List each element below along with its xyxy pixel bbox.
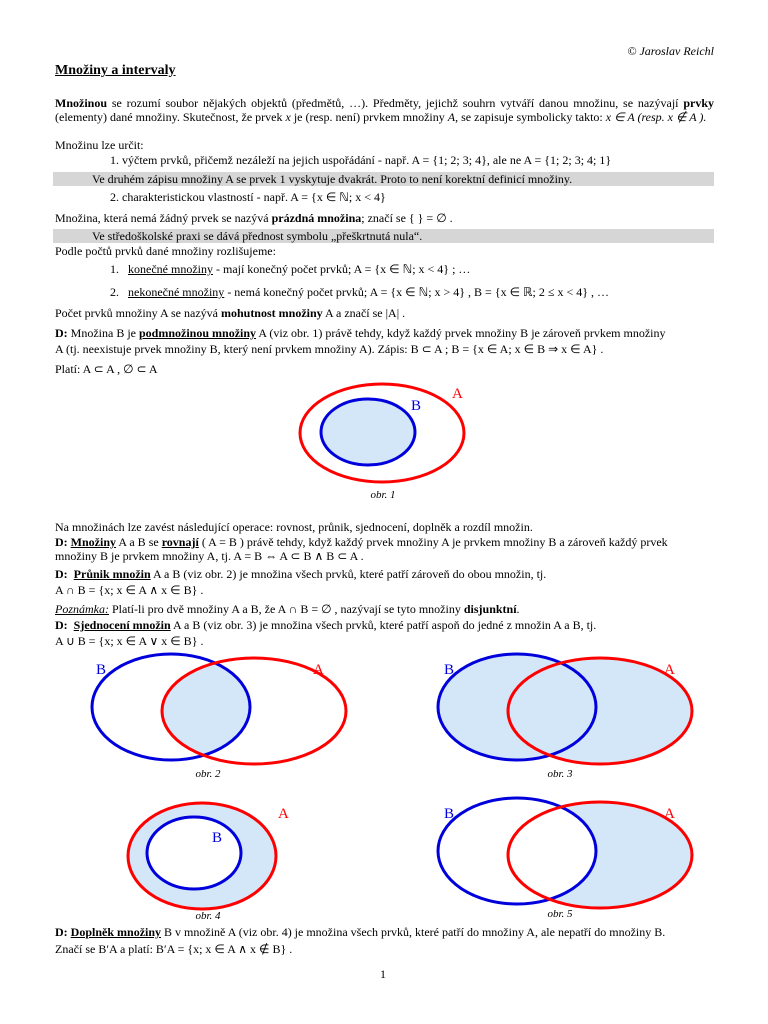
intersection-def-line-2: A ∩ B = {x; x ∈ A ∧ x ∈ B} . bbox=[55, 583, 204, 597]
label-a: A bbox=[313, 662, 324, 678]
count-intro: Podle počtů prvků dané množiny rozlišujeme: bbox=[55, 244, 276, 258]
intro-text: se rozumí soubor nějakých objektů (předmětů, …). Předměty, jejichž souhrn vytváří danou množinu, se nazývají bbox=[107, 96, 679, 110]
var-x: x bbox=[285, 110, 291, 124]
equality-text: A a B se bbox=[116, 535, 162, 549]
union-def-line-2: A ∪ B = {x; x ∈ A ∨ x ∈ B} . bbox=[55, 634, 204, 648]
term-cardinality: mohutnost množiny bbox=[220, 306, 323, 320]
define-intro: Množinu lze určit: bbox=[55, 138, 144, 152]
figure-1-subset bbox=[298, 382, 478, 492]
disjoint-note bbox=[55, 602, 520, 616]
term-subset: podmnožinou množiny bbox=[139, 326, 257, 340]
term-intersection: Průnik množin bbox=[73, 567, 151, 581]
term-prvky: prvky bbox=[683, 96, 715, 110]
note-label: Poznámka: bbox=[55, 602, 109, 616]
subset-text: Množina B je bbox=[67, 326, 139, 340]
note-empty-symbol: Ve středoškolské praxi se dává přednost symbolu „přeškrtnutá nula“. bbox=[92, 229, 423, 243]
figure-2-caption: obr. 2 bbox=[195, 768, 221, 780]
cardinality-text: Počet prvků množiny A se nazývá bbox=[55, 306, 221, 320]
term-disjoint: disjunktní bbox=[463, 602, 517, 616]
note-duplicate: Ve druhém zápisu množiny A se prvek 1 vyskytuje dvakrát. Proto to není korektní definicí množiny. bbox=[92, 172, 573, 186]
label-b: B bbox=[444, 806, 455, 822]
subset-def-line-1 bbox=[55, 326, 665, 340]
count-item-1 bbox=[110, 262, 470, 276]
figure-3-union bbox=[436, 652, 696, 772]
label-b: B bbox=[444, 662, 455, 678]
def-label: D: bbox=[55, 326, 68, 340]
label-a: A bbox=[452, 386, 463, 402]
count-item-text: - nemá konečný počet prvků; A = {x ∈ ℕ; x > 4} , B = {x ∈ ℝ; 2 ≤ x < 4} , … bbox=[224, 285, 609, 299]
union-text: A a B (viz obr. 3) je množina všech prvků, které patří aspoň do jedné z množin A a B, tj. bbox=[170, 618, 597, 632]
term-infinite-set: nekonečné množiny bbox=[128, 285, 225, 299]
complement-text: B v množině A (viz obr. 4) je množina všech prvků, které patří do množiny A, ale nepatří do množiny B. bbox=[161, 925, 666, 939]
intro-paragraph bbox=[55, 96, 714, 124]
subset-holds: Platí: A ⊂ A , ∅ ⊂ A bbox=[55, 362, 158, 376]
label-b: B bbox=[212, 830, 223, 846]
complement-def-line-2: Značí se B′A a platí: B′A = {x; x ∈ A ∧ x ∉ B} . bbox=[55, 942, 293, 956]
empty-set-def bbox=[55, 211, 453, 225]
page-title: Množiny a intervaly bbox=[55, 63, 176, 78]
term-empty-set: prázdná množina bbox=[271, 211, 362, 225]
count-item-2 bbox=[110, 285, 609, 299]
figure-1-caption: obr. 1 bbox=[370, 489, 396, 501]
label-a: A bbox=[664, 662, 675, 678]
label-a: A bbox=[664, 806, 675, 822]
label-b: B bbox=[411, 398, 422, 414]
operations-intro: Na množinách lze zavést následující operace: rovnost, průnik, sjednocení, doplněk a rozdíl množin. bbox=[55, 520, 533, 534]
var-a: A bbox=[447, 110, 456, 124]
term-mnozina: Množinou bbox=[55, 96, 108, 110]
cardinality-def bbox=[55, 306, 405, 320]
figure-5-caption: obr. 5 bbox=[547, 908, 573, 920]
define-item-1: 1. výčtem prvků, přičemž nezáleží na jejich uspořádání - např. A = {1; 2; 3; 4}, ale ne A = {1; 2; 3; 4; 1} bbox=[110, 153, 612, 167]
page-number: 1 bbox=[380, 967, 386, 981]
set-b-ellipse bbox=[147, 817, 241, 889]
cardinality-notation: A a značí se |A| . bbox=[322, 306, 406, 320]
term-complement: Doplněk množiny bbox=[70, 925, 162, 939]
complement-def-line-1 bbox=[55, 925, 665, 939]
equality-def-line-2: množiny B je prvkem množiny A, tj. A = B ⇔ A ⊂ B ∧ B ⊂ A . bbox=[55, 549, 364, 563]
author-credit: © Jaroslav Reichl bbox=[627, 44, 714, 58]
define-item-2: 2. charakteristickou vlastností - např. A = {x ∈ ℕ; x < 4} bbox=[110, 190, 386, 204]
empty-set-notation: ; značí se { } = ∅ . bbox=[361, 211, 453, 225]
def-label: D: bbox=[55, 618, 68, 632]
empty-set-text: Množina, která nemá žádný prvek se nazývá bbox=[55, 211, 272, 225]
figure-4-complement bbox=[124, 798, 304, 913]
subset-def-line-2: A (tj. neexistuje prvek množiny B, který není prvkem množiny A). Zápis: B ⊂ A ; B = {x ∈ A; x ∈ B ⇒ x ∈ A} . bbox=[55, 342, 604, 356]
set-b-ellipse bbox=[321, 399, 415, 465]
label-b: B bbox=[96, 662, 107, 678]
def-label: D: bbox=[55, 567, 68, 581]
term-union: Sjednocení množin bbox=[73, 618, 171, 632]
def-label: D: bbox=[55, 925, 68, 939]
intro-text: (elementy) dané množiny. Skutečnost, že prvek bbox=[55, 110, 286, 124]
term-equal: rovnají bbox=[161, 535, 199, 549]
disjoint-text: . bbox=[516, 602, 520, 616]
term-finite-set: konečné množiny bbox=[128, 262, 213, 276]
figure-2-intersection bbox=[90, 652, 350, 772]
intro-text: je (resp. není) prvkem množiny bbox=[290, 110, 448, 124]
count-item-text: - mají konečný počet prvků; A = {x ∈ ℕ; x < 4} ; … bbox=[212, 262, 471, 276]
intersection-def-line-1 bbox=[55, 567, 546, 581]
def-label: D: bbox=[55, 535, 68, 549]
disjoint-text: Platí-li pro dvě množiny A a B, že A ∩ B = ∅ , nazývají se tyto množiny bbox=[109, 602, 464, 616]
figure-5-difference bbox=[436, 796, 696, 916]
union-def-line-1 bbox=[55, 618, 596, 632]
membership-notation: x ∈ A (resp. x ∉ A ). bbox=[605, 110, 707, 124]
term-sets: Množiny bbox=[70, 535, 117, 549]
intersection-text: A a B (viz obr. 2) je množina všech prvků, které patří zároveň do obou množin, tj. bbox=[150, 567, 547, 581]
subset-text: A (viz obr. 1) právě tehdy, když každý prvek množiny B je zároveň prvkem množiny bbox=[256, 326, 666, 340]
equality-def-line-1 bbox=[55, 535, 668, 549]
intro-text: , se zapisuje symbolicky takto: bbox=[455, 110, 603, 124]
figure-4-caption: obr. 4 bbox=[195, 910, 221, 922]
equality-text: ( A = B ) právě tehdy, když každý prvek množiny A je prvkem množiny B a zároveň každý prvek bbox=[198, 535, 668, 549]
list-number: 1. bbox=[110, 262, 119, 276]
list-number: 2. bbox=[110, 285, 119, 299]
figure-3-caption: obr. 3 bbox=[547, 768, 573, 780]
label-a: A bbox=[278, 806, 289, 822]
